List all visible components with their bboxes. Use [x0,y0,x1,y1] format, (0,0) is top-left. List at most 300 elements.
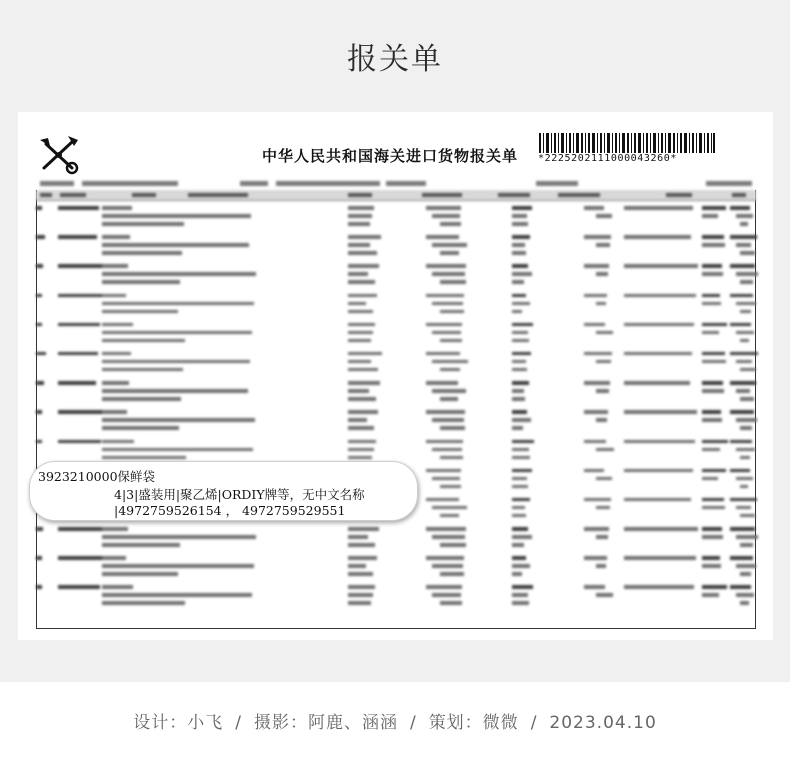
redacted-text [730,527,755,531]
redacted-text [512,381,529,385]
credit-separator: / [530,713,538,733]
form-table-rows [36,204,756,613]
redacted-text [624,469,693,473]
redacted-text [512,440,534,444]
redacted-text [624,235,691,239]
redacted-text [736,535,758,539]
redacted-text [348,418,367,422]
redacted-text [348,251,377,255]
redacted-text [36,264,43,268]
redacted-text [702,448,720,452]
redacted-text [426,440,463,444]
redacted-text [702,535,723,539]
redacted-text [740,368,756,372]
credit-separator: / [235,713,242,733]
redacted-text [512,310,522,314]
redacted-text [584,498,611,502]
redacted-text [740,456,750,460]
redacted-text [624,264,698,268]
redacted-text [58,410,103,414]
customs-declaration-form [18,112,773,640]
redacted-text [348,264,379,268]
redacted-text [348,339,371,343]
redacted-text [58,527,104,531]
redacted-text [348,456,372,460]
redacted-text [58,556,102,560]
redacted-text [512,456,530,460]
redacted-text [512,593,528,597]
redacted-text [702,272,723,276]
redacted-text [102,310,178,314]
redacted-text [736,593,754,597]
redacted-text [58,585,100,589]
redacted-text [432,477,460,481]
redacted-text [512,572,522,576]
redacted-text [512,535,532,539]
redacted-text [740,222,748,226]
redacted-text [440,339,462,343]
redacted-text [584,469,604,473]
redacted-text [432,535,465,539]
redacted-text [102,456,186,460]
redacted-text [512,235,530,239]
redacted-text [348,331,373,335]
redacted-text [702,585,727,589]
redacted-text [512,514,526,518]
redacted-text [730,264,755,268]
redacted-text [36,235,45,239]
table-row [36,554,756,583]
redacted-text [348,410,378,414]
redacted-text [512,585,533,589]
redacted-text [596,564,606,568]
redacted-text [102,572,178,576]
redacted-text [102,556,126,560]
credits-line [0,708,790,733]
callout-spec-line: 4|3|盛装用|聚乙烯|ORDIY牌等，无中文名称 [114,487,365,502]
redacted-text [348,426,374,430]
redacted-text [36,556,42,560]
redacted-text [512,272,532,276]
redacted-text [624,381,690,385]
barcode-number: *2225202111000043260* [538,153,678,164]
redacted-text [432,448,462,452]
redacted-text [740,514,755,518]
redacted-text [512,418,531,422]
redacted-text [736,214,753,218]
table-row [36,233,756,262]
redacted-text [596,272,608,276]
redacted-text [102,440,134,444]
redacted-text [584,410,608,414]
redacted-text [730,410,754,414]
redacted-text [440,514,459,518]
redacted-text [432,243,467,247]
redacted-text [624,527,698,531]
redacted-text [102,535,256,539]
redacted-text [36,440,42,444]
redacted-text [36,206,42,210]
redacted-text [348,360,371,364]
redacted-text [584,527,609,531]
redacted-text [702,206,726,210]
redacted-text [348,556,377,560]
redacted-text [702,527,722,531]
redacted-text [102,360,250,364]
redacted-text [426,264,466,268]
redacted-text [730,469,750,473]
redacted-text [512,477,527,481]
page-title: 报关单 [347,42,443,77]
redacted-text [512,506,525,510]
redacted-text [102,206,132,210]
redacted-text [36,381,44,385]
redacted-text [736,243,751,247]
redacted-text [432,593,461,597]
redacted-text [426,352,460,356]
redacted-text [102,243,249,247]
redacted-text [432,506,467,510]
redacted-text [702,593,719,597]
redacted-text [596,535,608,539]
redacted-text [36,323,42,327]
redacted-text [596,331,613,335]
redacted-text [702,352,725,356]
redacted-text [102,235,130,239]
redacted-text [596,214,612,218]
redacted-text [596,506,610,510]
redacted-text [36,410,42,414]
redacted-text [440,426,465,430]
redacted-text [426,410,465,414]
redacted-text [512,323,533,327]
redacted-text [348,389,369,393]
redacted-text [584,381,610,385]
redacted-text [596,389,609,393]
redacted-text [440,368,460,372]
redacted-text [426,585,462,589]
redacted-text [702,264,722,268]
redacted-text [348,368,378,372]
redacted-text [584,556,607,560]
redacted-text [740,397,754,401]
redacted-text [348,601,371,605]
redacted-text [348,302,366,306]
redacted-text [58,440,101,444]
redacted-text [596,477,612,481]
redacted-text [730,206,750,210]
table-row [36,379,756,408]
redacted-text [702,389,724,393]
redacted-text [426,527,466,531]
redacted-text [584,264,609,268]
redacted-text [624,585,694,589]
redacted-text [740,310,751,314]
redacted-text [102,601,185,605]
redacted-text [512,485,528,489]
redacted-text [736,331,754,335]
redacted-text [702,381,723,385]
redacted-text [596,360,611,364]
redacted-text [730,294,753,298]
redacted-text [102,389,248,393]
redacted-text [102,339,185,343]
redacted-text [348,593,373,597]
redacted-text [102,331,252,335]
redacted-text [348,440,376,444]
redacted-text [348,294,377,298]
table-row [36,292,756,321]
redacted-text [58,264,104,268]
redacted-text [432,418,464,422]
redacted-text [740,251,755,255]
redacted-text [440,280,466,284]
table-row [36,262,756,291]
redacted-text [440,601,462,605]
form-meta-row [40,180,755,188]
redacted-text [512,410,527,414]
redacted-text [102,264,128,268]
redacted-text [440,397,458,401]
redacted-text [512,294,526,298]
redacted-text [512,214,527,218]
redacted-text [440,310,464,314]
redacted-text [730,235,757,239]
table-row [36,321,756,350]
table-row [36,583,756,612]
redacted-text [432,360,468,364]
callout-hs-code-line: 3923210000保鲜袋 [38,469,156,484]
redacted-text [730,323,751,327]
credit-design: 设计：小飞 [133,713,224,733]
redacted-text [426,294,464,298]
redacted-text [512,543,524,547]
redacted-text [348,243,370,247]
redacted-text [702,506,725,510]
redacted-text [512,389,524,393]
redacted-text [736,564,756,568]
redacted-text [736,360,752,364]
redacted-text [624,323,694,327]
form-title: 中华人民共和国海关进口货物报关单 [262,147,519,165]
redacted-text [440,222,461,226]
redacted-text [348,381,380,385]
redacted-text [702,243,725,247]
redacted-text [512,368,527,372]
redacted-text [102,368,183,372]
redacted-text [624,556,696,560]
redacted-text [702,214,718,218]
redacted-text [596,418,607,422]
table-row [36,350,756,379]
redacted-text [348,448,374,452]
credit-separator: / [409,713,417,733]
callout-barcode-line: |4972759526154 ， 4972759529551 [114,503,346,518]
redacted-text [624,410,697,414]
redacted-text [58,206,99,210]
redacted-text [36,527,43,531]
redacted-text [348,352,382,356]
redacted-text [512,527,528,531]
redacted-text [736,418,757,422]
redacted-text [36,294,42,298]
redacted-text [512,469,532,473]
redacted-text [512,302,530,306]
redacted-text [432,389,466,393]
redacted-text [102,543,180,547]
table-row [36,408,756,437]
redacted-text [102,381,129,385]
redacted-text [702,323,727,327]
redacted-text [596,448,614,452]
redacted-text [740,572,751,576]
redacted-text [440,456,463,460]
redacted-text [348,310,373,314]
redacted-text [426,498,459,502]
redacted-text [58,381,96,385]
redacted-text [432,564,463,568]
redacted-text [432,302,463,306]
redacted-text [102,280,180,284]
redacted-text [348,527,379,531]
redacted-text [512,280,524,284]
redacted-text [736,506,751,510]
redacted-text [596,243,610,247]
redacted-text [730,352,758,356]
redacted-text [512,222,528,226]
redacted-text [102,272,256,276]
redacted-text [102,222,184,226]
redacted-text [348,535,368,539]
table-row [36,525,756,554]
redacted-text [440,572,464,576]
redacted-text [102,426,179,430]
redacted-text [702,556,720,560]
redacted-text [512,339,529,343]
redacted-text [702,498,724,502]
redacted-text [348,272,368,276]
redacted-text [426,381,458,385]
redacted-text [432,214,460,218]
redacted-text [426,469,461,473]
redacted-text [432,272,465,276]
redacted-text [702,331,719,335]
credit-photo: 摄影：阿鹿、涵涵 [253,713,398,733]
redacted-text [702,477,718,481]
redacted-text [102,527,128,531]
table-row [36,204,756,233]
redacted-text [512,564,530,568]
redacted-text [736,272,758,276]
redacted-text [58,294,102,298]
redacted-text [58,323,100,327]
redacted-text [348,564,366,568]
redacted-text [102,418,255,422]
redacted-text [440,543,466,547]
redacted-text [512,426,523,430]
redacted-text [426,206,461,210]
redacted-text [512,251,526,255]
redacted-text [702,302,721,306]
redacted-text [740,339,749,343]
redacted-text [740,601,749,605]
redacted-text [736,302,756,306]
redacted-text [512,556,526,560]
redacted-text [702,410,721,414]
form-table-header [36,190,756,201]
credit-date: 2023.04.10 [549,713,657,733]
credit-plan: 策划：微微 [428,713,519,733]
redacted-text [730,556,753,560]
redacted-text [740,485,748,489]
redacted-text [348,572,373,576]
redacted-text [432,331,461,335]
redacted-text [740,426,752,430]
redacted-text [512,352,531,356]
redacted-text [702,235,724,239]
redacted-text [512,498,530,502]
redacted-text [512,206,532,210]
redacted-text [102,214,251,218]
redacted-text [512,397,525,401]
redacted-text [584,585,605,589]
redacted-text [730,585,751,589]
redacted-text [624,206,693,210]
redacted-text [102,448,253,452]
redacted-text [426,323,462,327]
redacted-text [596,593,613,597]
redacted-text [348,323,375,327]
redacted-text [36,585,42,589]
redacted-text [740,280,753,284]
redacted-text [102,251,182,255]
redacted-text [584,352,612,356]
redacted-text [348,206,374,210]
redacted-text [348,397,376,401]
redacted-text [58,352,98,356]
redacted-text [730,498,757,502]
redacted-text [702,418,722,422]
redacted-text [512,360,526,364]
redacted-text [102,410,127,414]
customs-emblem-icon [38,134,80,176]
redacted-text [740,543,753,547]
redacted-text [730,440,752,444]
barcode [539,133,715,153]
redacted-text [512,601,529,605]
redacted-text [58,235,97,239]
redacted-text [102,397,181,401]
redacted-text [702,360,726,364]
redacted-text [736,389,750,393]
redacted-text [596,302,606,306]
redacted-text [102,294,126,298]
redacted-text [730,381,756,385]
redacted-text [348,585,375,589]
redacted-text [702,469,726,473]
redacted-text [736,477,753,481]
redacted-text [102,593,252,597]
redacted-text [584,294,607,298]
redacted-text [102,585,133,589]
redacted-text [702,564,721,568]
redacted-text [102,323,133,327]
redacted-text [348,214,372,218]
redacted-text [624,498,691,502]
redacted-text [512,243,525,247]
redacted-text [348,222,370,226]
redacted-text [348,280,375,284]
